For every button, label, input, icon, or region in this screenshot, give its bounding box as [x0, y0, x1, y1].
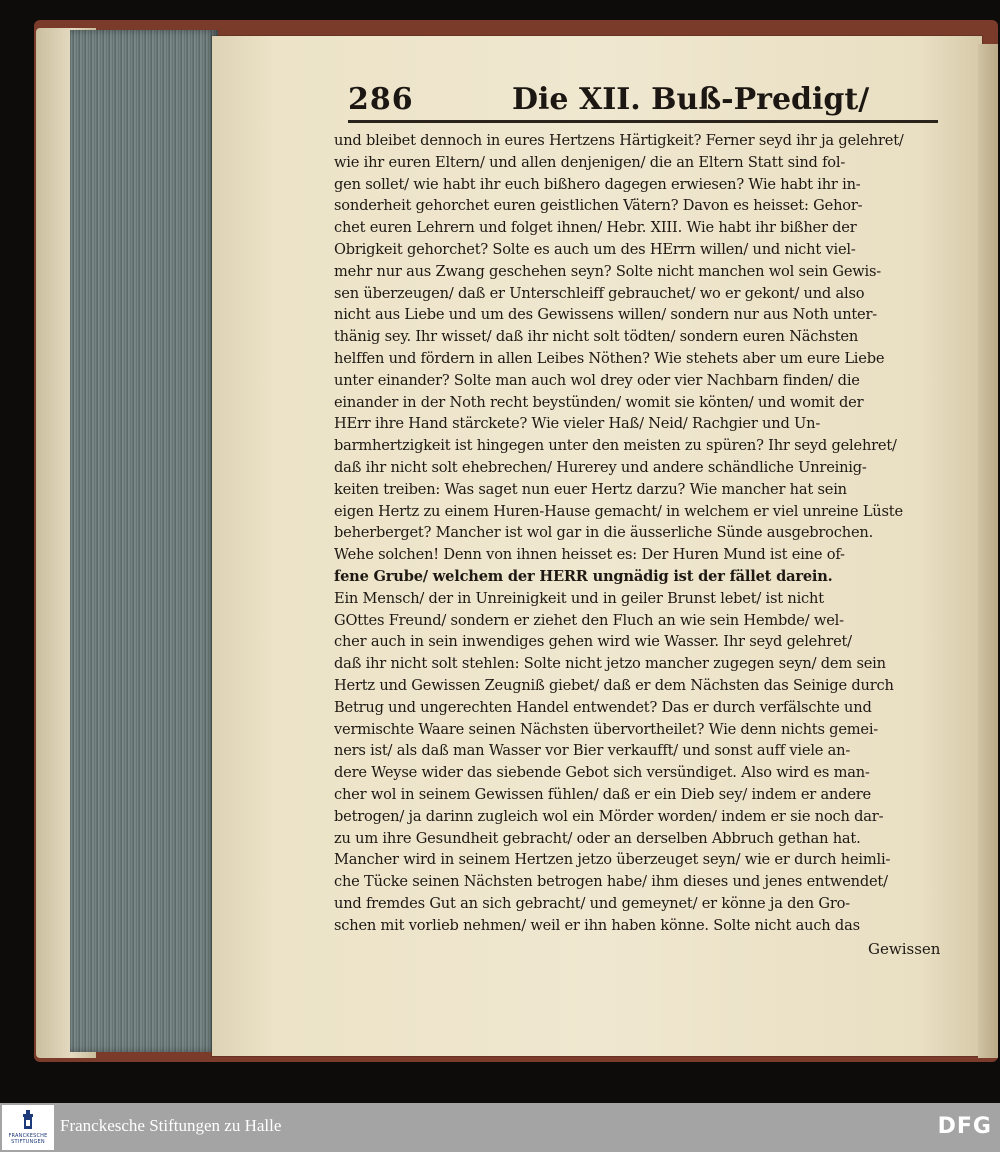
text-line: Mancher wird in seinem Hertzen jetzo überzeuget seyn/ wie er durch heimli- — [334, 851, 891, 869]
text-line: und fremdes Gut an sich gebracht/ und gemeynet/ er könne ja den Gro- — [334, 894, 850, 912]
footer-bar — [0, 1103, 1000, 1152]
text-line: Betrug und ungerechten Handel entwendet? Das er durch verfälschte und — [334, 698, 872, 716]
text-line: beherberget? Mancher ist wol gar in die äusserliche Sünde ausgebrochen. — [334, 524, 874, 542]
text-line: gen sollet/ wie habt ihr euch bißhero dagegen erwiesen? Wie habt ihr in- — [334, 175, 861, 193]
text-line: daß ihr nicht solt stehlen: Solte nicht jetzo mancher zugegen seyn/ dem sein — [334, 655, 886, 673]
running-title: Die XII. Buß-Predigt/ — [512, 82, 870, 117]
body-text — [334, 130, 940, 936]
header-rule — [348, 120, 938, 123]
text-line: Wehe solchen! Denn von ihnen heisset es: Der Huren Mund ist eine of- — [334, 546, 845, 564]
dfg-logo[interactable]: DFG — [937, 1114, 992, 1139]
text-line: keiten treiben: Was saget nun euer Hertz darzu? Wie mancher hat sein — [334, 480, 847, 498]
building-icon — [21, 1110, 35, 1130]
text-line: ners ist/ als daß man Wasser vor Bier verkaufft/ und sonst auff viele an- — [334, 742, 851, 760]
text-line: sen überzeugen/ daß er Unterschleiff gebrauchet/ wo er gekont/ und also — [334, 284, 865, 302]
text-line: chet euren Lehrern und folget ihnen/ Hebr. XIII. Wie habt ihr bißher der — [334, 219, 857, 237]
text-line: betrogen/ ja darinn zugleich wol ein Mörder worden/ indem er sie noch dar- — [334, 807, 884, 825]
text-line: helffen und fördern in allen Leibes Nöthen? Wie stehets aber um eure Liebe — [334, 349, 885, 367]
text-line: sonderheit gehorchet euren geistlichen Vätern? Davon es heisset: Gehor- — [334, 197, 863, 215]
text-line: unter einander? Solte man auch wol drey oder vier Nachbarn finden/ die — [334, 371, 860, 389]
right-page-edge — [978, 44, 998, 1058]
text-line: mehr nur aus Zwang geschehen seyn? Solte nicht manchen wol sein Gewis- — [334, 262, 882, 280]
text-line: wie ihr euren Eltern/ und allen denjenigen/ die an Eltern Statt sind fol- — [334, 153, 846, 171]
text-line: GOttes Freund/ sondern er ziehet den Fluch an wie sein Hembde/ wel- — [334, 611, 844, 629]
text-line: eigen Hertz zu einem Huren-Hause gemacht/ in welchem er viel unreine Lüste — [334, 502, 903, 520]
text-line: cher auch in sein inwendiges gehen wird wie Wasser. Ihr seyd gelehret/ — [334, 633, 852, 651]
text-line: barmhertzigkeit ist hingegen unter den meisten zu spüren? Ihr seyd gelehret/ — [334, 437, 897, 455]
logo-label: FRANCKESCHE STIFTUNGEN — [8, 1133, 48, 1145]
text-line: zu um ihre Gesundheit gebracht/ oder an derselben Abbruch gethan hat. — [334, 829, 861, 847]
text-line: che Tücke seinen Nächsten betrogen habe/ ihm dieses und jenes entwendet/ — [334, 873, 888, 891]
text-line: Ein Mensch/ der in Unreinigkeit und in geiler Brunst lebet/ ist nicht — [334, 589, 824, 607]
text-line: Hertz und Gewissen Zeugniß giebet/ daß er dem Nächsten das Seinige durch — [334, 676, 894, 694]
text-line: dere Weyse wider das siebende Gebot sich versündiget. Also wird es man- — [334, 764, 870, 782]
text-line: nicht aus Liebe und um des Gewissens willen/ sondern nur aus Noth unter- — [334, 306, 877, 324]
catchword: Gewissen — [868, 940, 941, 958]
text-line: und bleibet dennoch in eures Hertzens Härtigkeit? Ferner seyd ihr ja gelehret/ — [334, 132, 904, 149]
text-line: schen mit vorlieb nehmen/ weil er ihn haben könne. Solte nicht auch das — [334, 916, 860, 934]
text-line: HErr ihre Hand stärckete? Wie vieler Haß/ Neid/ Rachgier und Un- — [334, 415, 821, 433]
text-line: cher wol in seinem Gewissen fühlen/ daß er ein Dieb sey/ indem er andere — [334, 785, 871, 803]
text-line: fene Grube/ welchem der HERR ungnädig ist der fället darein. — [334, 567, 833, 585]
page-number: 286 — [348, 82, 414, 117]
page-edges — [70, 30, 218, 1052]
page-header — [348, 82, 938, 122]
text-line: thänig sey. Ihr wisset/ daß ihr nicht solt tödten/ sondern euren Nächsten — [334, 328, 859, 346]
institution-logo[interactable] — [2, 1105, 54, 1150]
institution-name[interactable]: Franckesche Stiftungen zu Halle — [60, 1116, 282, 1135]
text-line: einander in der Noth recht beystünden/ womit sie könten/ und womit der — [334, 393, 864, 411]
text-line: Obrigkeit gehorchet? Solte es auch um des HErrn willen/ und nicht viel- — [334, 240, 856, 258]
text-line: vermischte Waare seinen Nächsten übervortheilet? Wie denn nichts gemei- — [334, 720, 879, 738]
text-line: daß ihr nicht solt ehebrechen/ Hurerey und andere schändliche Unreinig- — [334, 458, 867, 476]
